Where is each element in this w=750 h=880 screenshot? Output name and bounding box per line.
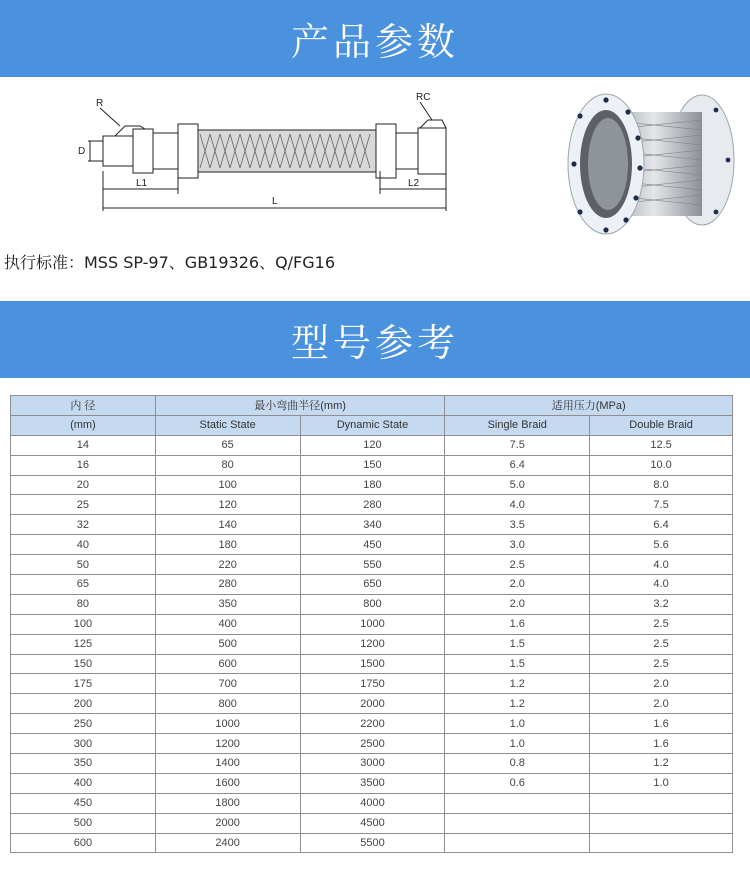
cell-dynamic-radius: 180: [300, 475, 445, 495]
th-inner-unit: (mm): [11, 415, 156, 435]
table-row: [11, 694, 733, 714]
cell-static-radius: 1800: [155, 793, 300, 813]
cell-dynamic-radius: 1500: [300, 654, 445, 674]
cell-double-braid: 10.0: [590, 455, 733, 475]
cell-inner-diameter: 175: [11, 674, 156, 694]
table-row: [11, 555, 733, 575]
cell-double-braid: 7.5: [590, 495, 733, 515]
cell-single-braid: 4.0: [445, 495, 590, 515]
cell-inner-diameter: 40: [11, 535, 156, 555]
cell-single-braid: 2.0: [445, 594, 590, 614]
table-row: [11, 714, 733, 734]
cell-inner-diameter: 125: [11, 634, 156, 654]
cell-dynamic-radius: 2200: [300, 714, 445, 734]
cell-double-braid: 6.4: [590, 515, 733, 535]
cell-static-radius: 700: [155, 674, 300, 694]
cell-static-radius: 350: [155, 594, 300, 614]
table-row: [11, 793, 733, 813]
cell-inner-diameter: 300: [11, 734, 156, 754]
cell-double-braid: 1.2: [590, 754, 733, 774]
label-l2: L2: [408, 178, 420, 189]
cell-dynamic-radius: 150: [300, 455, 445, 475]
cell-static-radius: 65: [155, 435, 300, 455]
cell-single-braid: 1.5: [445, 634, 590, 654]
cell-single-braid: 6.4: [445, 455, 590, 475]
cell-double-braid: 1.6: [590, 714, 733, 734]
cell-inner-diameter: 65: [11, 575, 156, 595]
table-row: [11, 614, 733, 634]
cell-inner-diameter: 150: [11, 654, 156, 674]
cell-dynamic-radius: 3000: [300, 754, 445, 774]
cell-double-braid: 2.5: [590, 654, 733, 674]
cell-dynamic-radius: 1200: [300, 634, 445, 654]
th-inner-diameter: 内 径: [11, 396, 156, 416]
cell-single-braid: 3.0: [445, 535, 590, 555]
cell-inner-diameter: 16: [11, 455, 156, 475]
cell-static-radius: 2000: [155, 813, 300, 833]
cell-inner-diameter: 25: [11, 495, 156, 515]
cell-double-braid: 4.0: [590, 575, 733, 595]
cell-static-radius: 280: [155, 575, 300, 595]
cell-inner-diameter: 250: [11, 714, 156, 734]
table-row: [11, 515, 733, 535]
cell-double-braid: 1.0: [590, 773, 733, 793]
label-l1: L1: [136, 178, 148, 189]
cell-single-braid: 1.5: [445, 654, 590, 674]
spec-table-wrapper: [10, 395, 733, 853]
cell-single-braid: 1.6: [445, 614, 590, 634]
cell-double-braid: 2.0: [590, 694, 733, 714]
spec-table: [10, 395, 733, 853]
cell-inner-diameter: 200: [11, 694, 156, 714]
cell-dynamic-radius: 4500: [300, 813, 445, 833]
cell-single-braid: 7.5: [445, 435, 590, 455]
banner-title: 产品参数: [290, 20, 459, 64]
cell-dynamic-radius: 340: [300, 515, 445, 535]
table-row: [11, 833, 733, 853]
table-row: [11, 773, 733, 793]
cell-single-braid: 1.0: [445, 734, 590, 754]
cell-dynamic-radius: 800: [300, 594, 445, 614]
cell-inner-diameter: 600: [11, 833, 156, 853]
cell-double-braid: 8.0: [590, 475, 733, 495]
table-row: [11, 594, 733, 614]
th-bend-radius: 最小弯曲半径(mm): [155, 396, 445, 416]
table-row: [11, 734, 733, 754]
cell-single-braid: 1.2: [445, 674, 590, 694]
table-row: [11, 813, 733, 833]
cell-dynamic-radius: 120: [300, 435, 445, 455]
cell-dynamic-radius: 2500: [300, 734, 445, 754]
cell-dynamic-radius: 1750: [300, 674, 445, 694]
cell-static-radius: 600: [155, 654, 300, 674]
cell-single-braid: 0.6: [445, 773, 590, 793]
cell-inner-diameter: 20: [11, 475, 156, 495]
hose-technical-drawing: [0, 86, 470, 226]
cell-static-radius: 400: [155, 614, 300, 634]
cell-static-radius: 1000: [155, 714, 300, 734]
banner-product-params: [0, 0, 750, 77]
table-row: [11, 455, 733, 475]
cell-static-radius: 500: [155, 634, 300, 654]
cell-inner-diameter: 400: [11, 773, 156, 793]
cell-dynamic-radius: 550: [300, 555, 445, 575]
cell-inner-diameter: 100: [11, 614, 156, 634]
label-r: R: [96, 98, 104, 109]
cell-single-braid: 1.2: [445, 694, 590, 714]
cell-double-braid: [590, 813, 733, 833]
cell-single-braid: [445, 833, 590, 853]
standard-text: 执行标准：MSS SP-97、GB19326、Q/FG16: [4, 253, 336, 272]
cell-inner-diameter: 500: [11, 813, 156, 833]
th-pressure: 适用压力(MPa): [445, 396, 733, 416]
cell-single-braid: 1.0: [445, 714, 590, 734]
cell-double-braid: 2.5: [590, 614, 733, 634]
cell-static-radius: 120: [155, 495, 300, 515]
cell-dynamic-radius: 1000: [300, 614, 445, 634]
cell-single-braid: 0.8: [445, 754, 590, 774]
cell-static-radius: 1600: [155, 773, 300, 793]
cell-double-braid: 5.6: [590, 535, 733, 555]
cell-double-braid: 2.0: [590, 674, 733, 694]
table-row: [11, 634, 733, 654]
cell-inner-diameter: 14: [11, 435, 156, 455]
table-row: [11, 495, 733, 515]
cell-single-braid: 3.5: [445, 515, 590, 535]
cell-inner-diameter: 450: [11, 793, 156, 813]
cell-single-braid: [445, 813, 590, 833]
cell-double-braid: 4.0: [590, 555, 733, 575]
cell-static-radius: 180: [155, 535, 300, 555]
cell-double-braid: [590, 793, 733, 813]
cell-single-braid: 2.0: [445, 575, 590, 595]
table-row: [11, 475, 733, 495]
cell-dynamic-radius: 450: [300, 535, 445, 555]
cell-static-radius: 1400: [155, 754, 300, 774]
product-photo: [566, 90, 738, 240]
cell-static-radius: 800: [155, 694, 300, 714]
cell-inner-diameter: 32: [11, 515, 156, 535]
cell-inner-diameter: 80: [11, 594, 156, 614]
table-row: [11, 674, 733, 694]
label-d: D: [78, 146, 86, 157]
banner-title: 型号参考: [290, 321, 459, 365]
cell-dynamic-radius: 2000: [300, 694, 445, 714]
cell-static-radius: 80: [155, 455, 300, 475]
table-row: [11, 535, 733, 555]
cell-dynamic-radius: 650: [300, 575, 445, 595]
cell-static-radius: 220: [155, 555, 300, 575]
th-static: Static State: [155, 415, 300, 435]
cell-double-braid: 12.5: [590, 435, 733, 455]
cell-static-radius: 2400: [155, 833, 300, 853]
cell-dynamic-radius: 5500: [300, 833, 445, 853]
table-row: [11, 575, 733, 595]
cell-inner-diameter: 350: [11, 754, 156, 774]
th-dynamic: Dynamic State: [300, 415, 445, 435]
cell-dynamic-radius: 4000: [300, 793, 445, 813]
cell-double-braid: 2.5: [590, 634, 733, 654]
cell-single-braid: 2.5: [445, 555, 590, 575]
table-row: [11, 435, 733, 455]
cell-dynamic-radius: 280: [300, 495, 445, 515]
cell-double-braid: [590, 833, 733, 853]
cell-single-braid: [445, 793, 590, 813]
th-double: Double Braid: [590, 415, 733, 435]
label-rc: RC: [416, 92, 431, 103]
cell-dynamic-radius: 3500: [300, 773, 445, 793]
cell-double-braid: 3.2: [590, 594, 733, 614]
cell-static-radius: 140: [155, 515, 300, 535]
cell-single-braid: 5.0: [445, 475, 590, 495]
spec-table-body: [11, 435, 733, 853]
cell-inner-diameter: 50: [11, 555, 156, 575]
th-single: Single Braid: [445, 415, 590, 435]
cell-static-radius: 1200: [155, 734, 300, 754]
banner-model-reference: [0, 301, 750, 378]
table-row: [11, 754, 733, 774]
cell-static-radius: 100: [155, 475, 300, 495]
cell-double-braid: 1.6: [590, 734, 733, 754]
label-l: L: [272, 196, 278, 207]
table-row: [11, 654, 733, 674]
